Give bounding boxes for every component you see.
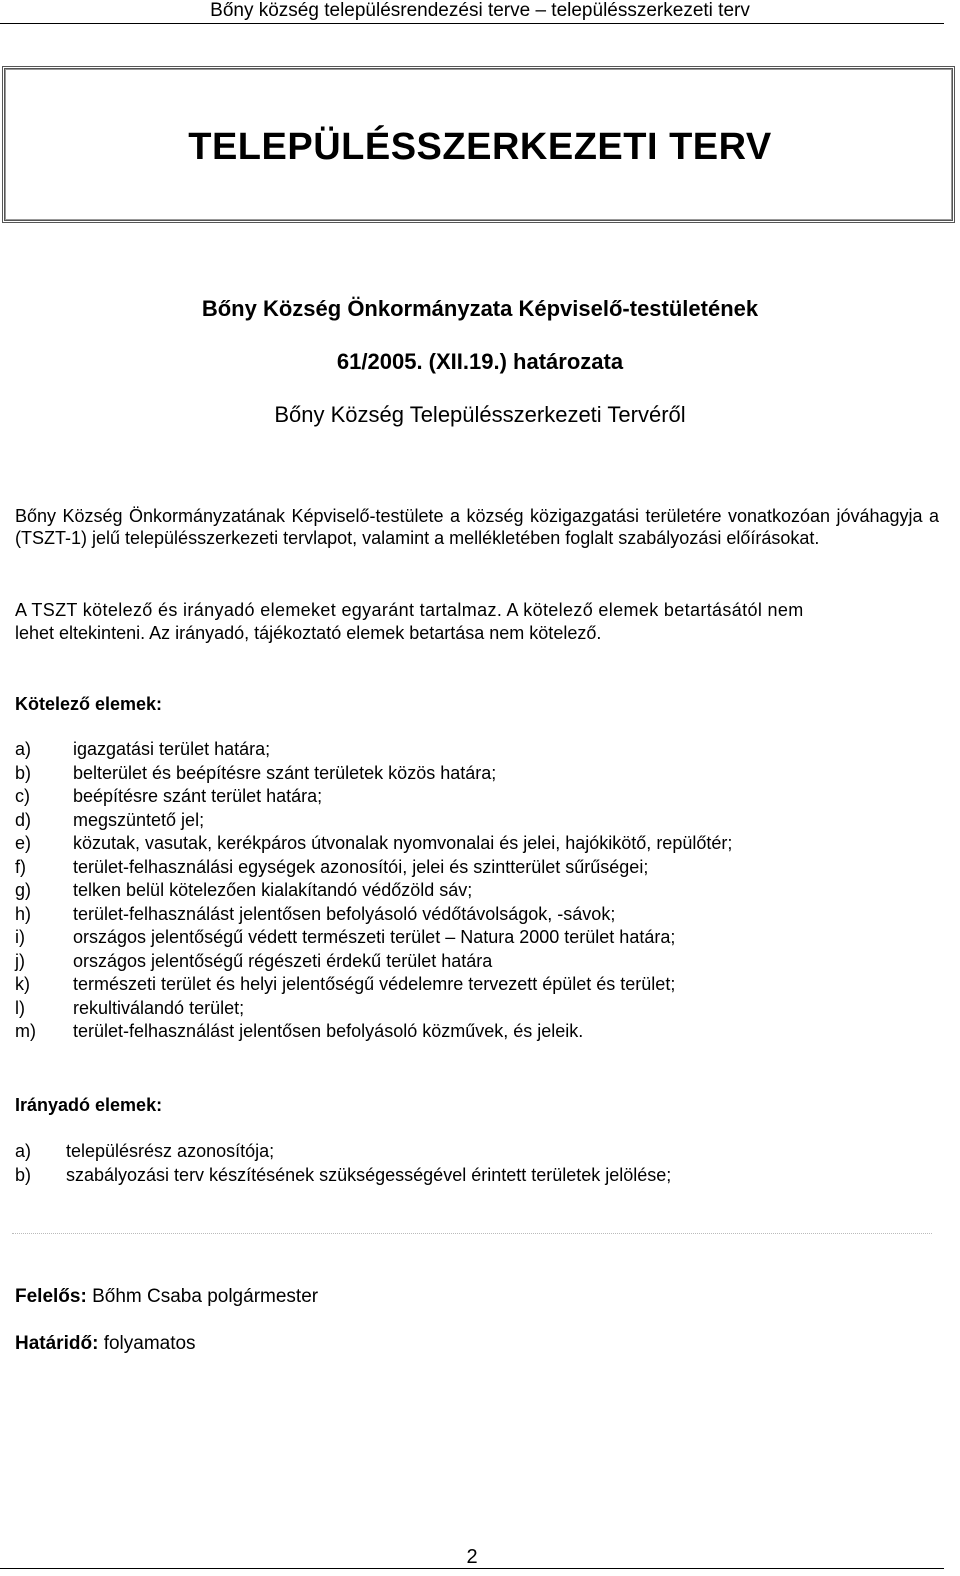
responsible-label: Felelős: [15,1286,87,1307]
list-marker: l) [15,997,25,1018]
footer-rule [0,1568,944,1569]
list-item [15,809,945,833]
list-item [15,856,945,880]
list-marker: j) [15,950,25,971]
list-item-text: terület-felhasználást jelentősen befolyásoló védőtávolságok, -sávok; [73,903,616,924]
list-marker: c) [15,786,30,806]
list-marker: h) [15,903,32,924]
page-number: 2 [466,1546,478,1568]
list-marker: g) [15,880,32,900]
document-title: TELEPÜLÉSSZERKEZETI TERV [188,126,772,168]
list-item [15,973,945,997]
section-divider [12,1233,932,1234]
list-item [15,997,945,1021]
list-marker: f) [15,856,26,877]
deadline-label: Határidő: [15,1333,99,1354]
running-header: Bőny község településrendezési terve – településszerkezeti terv [210,0,750,21]
list-item-text: beépítésre szánt terület határa; [73,786,323,806]
resolution-number: 61/2005. (XII.19.) határozata [336,349,624,374]
list-item-text: településrész azonosítója; [66,1141,275,1161]
list-marker: e) [15,833,32,853]
list-item [15,950,945,974]
list-item [15,1164,945,1188]
list-item [15,832,945,856]
list-marker: k) [15,974,30,994]
header-rule [0,23,944,24]
indicative-elements-heading: Irányadó elemek: [15,1095,163,1115]
list-item-text: telken belül kötelezően kialakítandó védőzöld sáv; [73,880,473,900]
list-item [15,762,945,786]
list-item [15,1140,945,1164]
list-item [15,903,945,927]
responsible-value: Bőhm Csaba polgármester [92,1286,319,1307]
responsible-line [15,1286,318,1308]
list-marker: b) [15,762,32,783]
list-item-text: terület-felhasználási egységek azonosítói, jelei és szintterület sűrűségei; [73,856,649,877]
deadline-line [15,1333,196,1355]
list-item [15,926,945,950]
list-marker: d) [15,809,32,830]
elements-paragraph-line1: A TSZT kötelező és irányadó elemeket egyaránt tartalmaz. A kötelező elemek betartásától nem [15,600,804,620]
list-marker: a) [15,1141,32,1161]
list-item-text: közutak, vasutak, kerékpáros útvonalak nyomvonalai és jelei, hajókikötő, repülőtér; [73,833,733,853]
list-marker: m) [15,1021,36,1041]
list-item-text: terület-felhasználást jelentősen befolyásoló közművek, és jeleik. [73,1021,584,1041]
elements-paragraph-line2: lehet eltekinteni. Az irányadó, tájékoztató elemek betartása nem kötelező. [15,623,602,643]
list-marker: i) [15,927,25,947]
list-item-text: igazgatási terület határa; [73,739,271,759]
mandatory-elements-list [15,738,945,1044]
list-item [15,1020,945,1044]
list-marker: b) [15,1164,32,1185]
list-item [15,879,945,903]
list-item-text: természeti terület és helyi jelentőségű védelemre tervezett épület és terület; [73,974,676,994]
list-item-text: rekultiválandó terület; [73,997,245,1018]
list-item [15,785,945,809]
list-item-text: országos jelentőségű régészeti érdekű terület határa [73,950,493,971]
list-item-text: országos jelentőségű védett természeti terület – Natura 2000 terület határa; [73,927,676,947]
approval-paragraph: Bőny Község Önkormányzatának Képviselő-testülete a község közigazgatási területére vonatkozóan jóváhagyja a (TSZT-1) jelű településszerkezeti tervlapot, valamint a mellékletében foglalt szabályozási előírásokat. [15,506,939,548]
indicative-elements-list [15,1140,945,1187]
list-item-text: belterület és beépítésre szánt területek közös határa; [73,762,497,783]
resolution-subject: Bőny Község Településszerkezeti Tervéről [274,402,686,427]
list-item [15,738,945,762]
mandatory-elements-heading: Kötelező elemek: [15,694,163,714]
list-marker: a) [15,739,32,759]
resolution-issuer: Bőny Község Önkormányzata Képviselő-testületének [201,296,759,321]
list-item-text: megszüntető jel; [73,809,205,830]
list-item-text: szabályozási terv készítésének szükségességével érintett területek jelölése; [66,1164,672,1185]
deadline-value: folyamatos [103,1333,196,1354]
